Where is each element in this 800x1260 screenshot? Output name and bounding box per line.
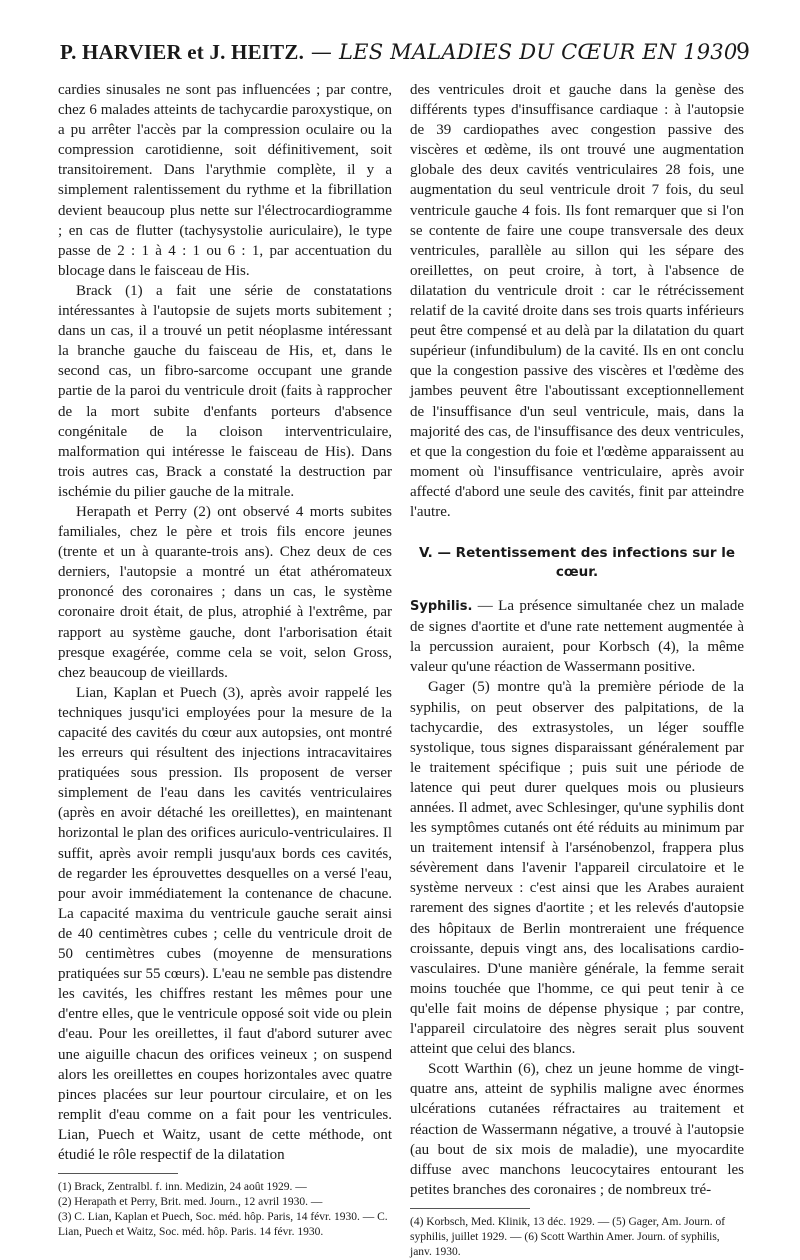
footnote-4-6: (4) Korbsch, Med. Klinik, 13 déc. 1929. — (5) Gager, Am. Journ. of syphilis, juillet 1929. — (6) Scott Warthin Amer. Journ. of syphilis, janv. 1930. [410, 1215, 726, 1258]
footnote-1: (1) Brack, Zentralbl. f. inn. Medizin, 24 août 1929. — [58, 1181, 307, 1194]
warthin-paragraph: Scott Warthin (6), chez un jeune homme de vingt-quatre ans, atteint de syphilis maligne avec énormes ulcérations cutanées réfractaires au traitement et réaction de Wassermann négative, a trouvé à l'autopsie (au bout de six mois de maladie), une myocardite diffuse avec manchons leucocytaires entourant les petites branches des coronaires ; de nombreux tré- [410, 1061, 744, 1198]
right-footnote-divider [410, 1208, 530, 1209]
left-column [58, 80, 392, 1240]
section-heading: V. — Retentissement des infections sur le cœur. [418, 545, 736, 581]
left-paragraph-1: cardies sinusales ne sont pas influencées ; par contre, chez 6 malades atteints de tachycardie paroxystique, on a pu arrêter l'accès par la compression oculaire ou la compression carotidienne, soit définitivement, soit transitoirement. Dans l'arythmie complète, il y a simplement ralentissement du rythme et la fibrillation devient beaucoup plus nette sur l'électrocardiogramme ; en cas de flutter (tachysystolie auriculaire), le type passe de 2 : 1 à 4 : 1 ou 6 : 1, par accentuation du blocage dans le faisceau de His. [58, 82, 392, 279]
right-column [410, 80, 744, 1260]
header-dash: — [310, 40, 333, 64]
syphilis-text: — La présence simultanée chez un malade de signes d'aortite et d'une rate nettement augmentée à la percussion auraient, pour Korbsch (4), la même valeur qu'une réaction de Wassermann positive. [410, 598, 744, 676]
header-authors: P. HARVIER et J. HEITZ. [60, 40, 305, 64]
page-number: 9 [736, 40, 750, 65]
syphilis-paragraph [410, 596, 744, 677]
running-title [60, 40, 737, 65]
gager-paragraph: Gager (5) montre qu'à la première période de la syphilis, on peut observer des palpitations, de la tachycardie, des extrasystoles, un léger souffle systolique, tous signes disparaissant généralement par le traitement spécifique ; puis suit une période de latence qui peut durer quelques mois ou plusieurs années. Il admet, avec Schlesinger, qu'une syphilis dont les symptômes cutanés ont été réduits au minimum par un traitement intensif à l'arsénobenzol, frappera plus sévèrement dans l'avenir l'appareil circulatoire et le système nerveux : c'est ainsi que les Arabes auraient rarement des signes d'aortite ; et les relevés d'autopsie des hôpitaux de Berlin montreraient une fréquence croissante, depuis vingt ans, des localisations cardio-vasculaires. D'une manière générale, la femme serait moins touchée que l'homme, ce qui peut tenir à ce qu'elle fait moins de dépense physique ; par contre, l'appareil circulatoire des nègres serait plus souvent atteint que celui des blancs. [410, 679, 744, 1058]
left-footnotes [58, 1180, 392, 1240]
syphilis-lead: Syphilis. [410, 599, 473, 615]
left-paragraph-2: Brack (1) a fait une série de constatations intéressantes à l'autopsie de sujets morts subitement ; dans un cas, il a trouvé un petit néoplasme intéressant la branche gauche du faisceau de His, et, dans le second cas, un fibro-sarcome occupant une grande partie de la paroi du ventricule droit (faits à rapprocher de la mort subite d'enfants porteurs d'absence congénitale de la cloison interventriculaire, malformation qui intéresse le faisceau de His). Dans trois autres cas, Brack a constaté la destruction par ischémie du pilier gauche de la mitrale. [58, 282, 392, 500]
footnote-2: (2) Herapath et Perry, Brit. med. Journ., 12 avril 1930. — [58, 1196, 323, 1209]
right-footnotes [410, 1215, 744, 1260]
footnote-3: (3) C. Lian, Kaplan et Puech, Soc. méd. hôp. Paris, 14 févr. 1930. — C. Lian, Puech et Waitz, Soc. méd. hôp. Paris. 14 févr. 1930. [58, 1211, 388, 1239]
header-work-title: LES MALADIES DU CŒUR EN 1930 [339, 40, 738, 64]
running-header [60, 40, 750, 76]
left-paragraph-3: Herapath et Perry (2) ont observé 4 morts subites familiales, chez le père et trois fils encore jeunes (trente et un à quarante-trois ans). Chez deux de ces derniers, l'autopsie a montré un état athéromateux prononcé des coronaires ; dans un cas, le système coronaire droit était, de plus, atrophié à l'extrême, par rapport au système gauche, dont l'arborisation était presque exagérée, comme cela se voit, selon Gross, chez beaucoup de vieillards. [58, 503, 392, 681]
footnote-divider [58, 1173, 178, 1174]
left-paragraph-4: Lian, Kaplan et Puech (3), après avoir rappelé les techniques jusqu'ici employées pour la mesure de la capacité des cavités du cœur aux autopsies, ont montré les erreurs qui résultent des injections intracavitaires pratiquées sous pression. Ils proposent de verser simplement de l'eau dans les cavités ventriculaires (après en avoir détaché les oreillettes), en maintenant horizontal le plan des orifices auriculo-ventriculaires. Il suffit, après avoir rempli jusqu'aux bords ces cavités, de regarder les éprouvettes desquelles on a versé l'eau, pour avoir immédiatement la contenance de chacune. La capacité maxima du ventricule gauche serait ainsi de 40 centimètres cubes ; celle du ventricule droit de 50 centimètres cubes (moyenne de mensurations pratiquées sur 55 cœurs). L'eau ne semble pas distendre les cavités, les chiffres restant les mêmes pour une d'entre elles, que le ventricule opposé soit vide ou plein d'eau. Pour les oreillettes, il faut d'abord suturer avec une aiguille chacun des orifices veineux ; on suspend alors les oreillettes en coupes horizontales avec quatre pinces placées sur leur pourtour circulaire, et on les remplit d'eau comme on a fait pour les ventricules. Lian, Puech et Waitz, usant de cette méthode, ont étudié le rôle respectif de la dilatation [58, 684, 392, 1163]
right-paragraph-1: des ventricules droit et gauche dans la genèse des différents types d'insuffisance cardiaque : à l'autopsie de 39 cardiopathes avec congestion passive des viscères et œdème, ils ont trouvé une augmentation globale des deux cavités ventriculaires 28 fois, une augmentation du seul ventricule droit 7 fois, du seul ventricule gauche 4 fois. Ils font remarquer que si l'on se contente de faire une coupe transversale des deux ventricules, parallèle au sillon qui les sépare des oreillettes, on peut croire, à tort, à l'absence de dilatation du ventricule droit : car le rétrécissement relatif de la cavité droite dans ses trois quarts inférieurs peut être compensé et au delà par la dilatation du quart supérieur (infundibulum) de la cavité. Ils en ont conclu que la congestion passive des viscères et l'œdème des jambes peuvent être l'aboutissant exceptionnellement de l'insuffisance d'un seul ventricule, mais, dans la majorité des cas, de l'insuffisance des deux ventricules, et que la congestion du foie et l'œdème apparaissent au moment où l'insuffisance ventriculaire, après avoir affecté d'abord une seule des cavités, finit par atteindre l'autre. [410, 82, 744, 520]
